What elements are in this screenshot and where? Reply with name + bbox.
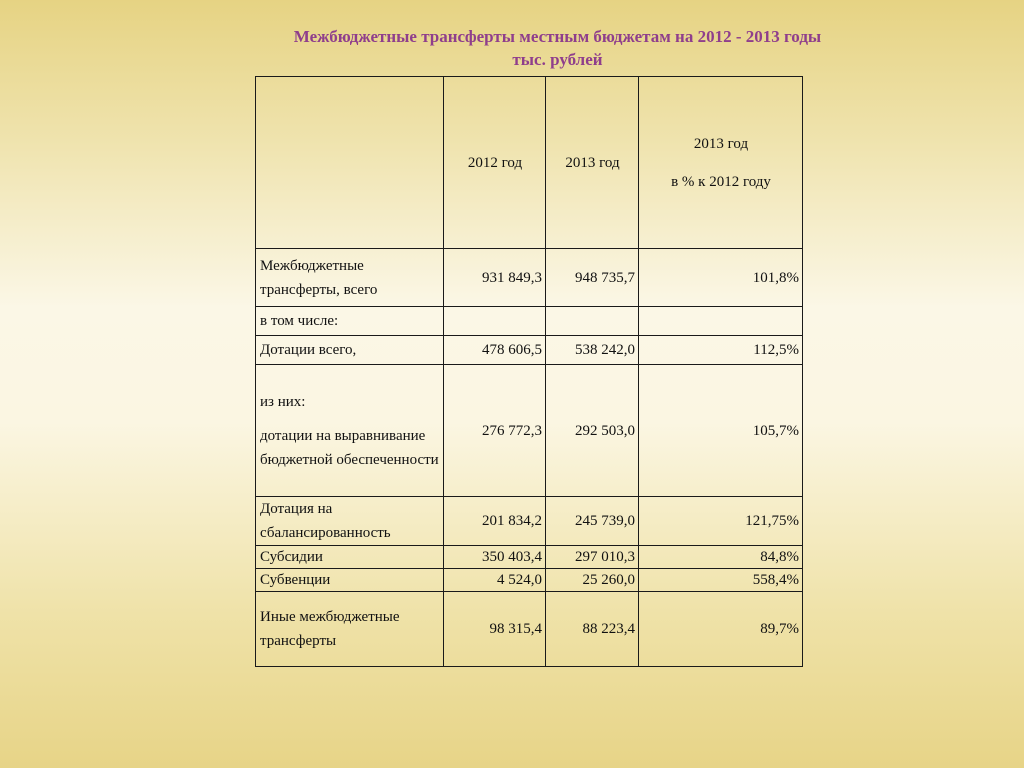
value-percent: 121,75%	[639, 497, 803, 546]
value-2012: 276 772,3	[444, 365, 546, 497]
value-2013: 292 503,0	[546, 365, 639, 497]
row-label: Субвенции	[256, 569, 444, 592]
value-2013	[546, 307, 639, 336]
header-cell-empty	[256, 77, 444, 249]
row-label-prefix: из них:	[260, 393, 306, 410]
value-2012: 350 403,4	[444, 546, 546, 569]
value-2012	[444, 307, 546, 336]
row-label: Дотации всего,	[256, 336, 444, 365]
row-label-main: дотации на выравнивание бюджетной обеспеченности	[260, 427, 439, 468]
value-2012: 931 849,3	[444, 249, 546, 307]
row-label: Субсидии	[256, 546, 444, 569]
row-label: в том числе:	[256, 307, 444, 336]
value-2013: 948 735,7	[546, 249, 639, 307]
table-row	[256, 249, 803, 307]
value-percent: 112,5%	[639, 336, 803, 365]
table-row	[256, 336, 803, 365]
header-percent-desc: в % к 2012 году	[671, 173, 771, 190]
value-2012: 201 834,2	[444, 497, 546, 546]
table-row	[256, 307, 803, 336]
value-percent: 84,8%	[639, 546, 803, 569]
value-percent: 89,7%	[639, 592, 803, 667]
value-2012: 478 606,5	[444, 336, 546, 365]
value-percent: 101,8%	[639, 249, 803, 307]
row-label: Дотация на сбалансированность	[256, 497, 444, 546]
table-row	[256, 592, 803, 667]
table-header-row	[256, 77, 803, 249]
header-cell-2013: 2013 год	[546, 77, 639, 249]
row-label	[256, 365, 444, 497]
value-2012: 4 524,0	[444, 569, 546, 592]
table-row	[256, 569, 803, 592]
table-row	[256, 546, 803, 569]
title-units: тыс. рублей	[512, 50, 603, 69]
row-label: Межбюджетные трансферты, всего	[256, 249, 444, 307]
table-row	[256, 365, 803, 497]
value-2012: 98 315,4	[444, 592, 546, 667]
value-2013: 88 223,4	[546, 592, 639, 667]
value-2013: 538 242,0	[546, 336, 639, 365]
value-percent	[639, 307, 803, 336]
title-main: Межбюджетные трансферты местным бюджетам на 2012 - 2013 годы	[293, 27, 822, 46]
value-2013: 297 010,3	[546, 546, 639, 569]
header-cell-2012: 2012 год	[444, 77, 546, 249]
page-title	[230, 25, 885, 71]
value-percent: 558,4%	[639, 569, 803, 592]
table-row	[256, 497, 803, 546]
header-percent-year: 2013 год	[693, 135, 749, 152]
value-percent: 105,7%	[639, 365, 803, 497]
transfers-table	[255, 76, 803, 667]
row-label: Иные межбюджетные трансферты	[256, 592, 444, 667]
value-2013: 25 260,0	[546, 569, 639, 592]
header-cell-percent	[639, 77, 803, 249]
value-2013: 245 739,0	[546, 497, 639, 546]
